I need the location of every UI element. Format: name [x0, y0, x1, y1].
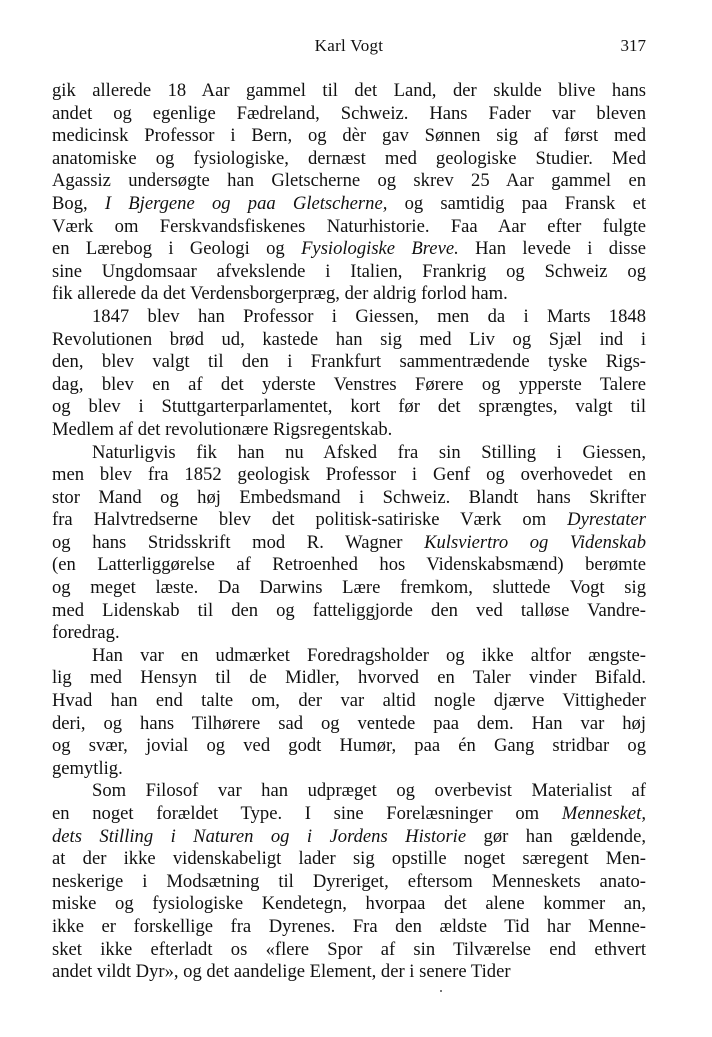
text-run: Bog,: [52, 192, 105, 214]
text-run: og hans Stridsskrift mod R. Wagner: [52, 531, 425, 553]
text-line: Agassiz undersøgte han Gletscherne og skrev 25 Aar gammel en: [52, 170, 646, 192]
paragraph: [52, 442, 646, 645]
text-line: den, blev valgt til den i Frankfurt sammentrædende tyske Rigs-: [52, 351, 646, 373]
running-title: Karl Vogt: [314, 36, 384, 55]
italic-title: Kulsviertro og Videnskab: [424, 531, 646, 553]
text-line: lig med Hensyn til de Midler, hvorved en Taler vinder Bifald.: [52, 667, 646, 689]
text-line: Han var en udmærket Foredragsholder og ikke altfor ængste-: [92, 644, 646, 666]
text-line: gik allerede 18 Aar gammel til det Land, der skulde blive hans: [52, 80, 646, 101]
text-line: Naturligvis fik han nu Afsked fra sin Stilling i Giessen,: [92, 441, 646, 463]
text-line: Medlem af det revolutionære Rigsregentskab.: [52, 418, 393, 440]
text-line: [52, 826, 646, 849]
italic-title: dets Stilling i Naturen og i Jordens Historie: [52, 825, 467, 847]
text-line: at der ikke videnskabeligt lader sig opstille noget særegent Men-: [52, 848, 646, 870]
text-line: neskerige i Modsætning til Dyreriget, eftersom Menneskets anato-: [52, 870, 646, 892]
text-line: dag, blev en af det yderste Venstres Førere og ypperste Talere: [52, 373, 646, 395]
page-header: [52, 36, 646, 66]
text-line: [52, 238, 646, 261]
text-line: gemytlig.: [52, 757, 123, 779]
text-line: og meget læste. Da Darwins Lære fremkom, sluttede Vogt sig: [52, 577, 646, 599]
paragraph: [52, 306, 646, 442]
book-page: [52, 36, 646, 984]
text-run: en Lærebog i Geologi og: [52, 238, 302, 260]
text-line: medicinsk Professor i Bern, og dèr gav Sønnen sig af først med: [52, 125, 646, 147]
text-line: [52, 803, 646, 826]
text-line: [52, 193, 646, 216]
text-line: sine Ungdomsaar afvekslende i Italien, Frankrig og Schweiz og: [52, 260, 646, 282]
text-run: fra Halvtredserne blev det politisk-satiriske Værk om: [52, 509, 568, 531]
italic-title: Mennesket,: [561, 803, 646, 824]
text-run: en noget forældet Type. I sine Forelæsninger om: [52, 803, 562, 824]
text-line: foredrag.: [52, 622, 120, 644]
text-line: Hvad han end talte om, der var altid nogle djærve Vittigheder: [52, 690, 646, 712]
paragraph: [52, 645, 646, 781]
text-line: og svær, jovial og ved godt Humør, paa én Gang stridbar og: [52, 735, 646, 757]
italic-title: Dyrestater: [567, 509, 646, 531]
text-line: ikke er forskellige fra Dyrenes. Fra den ældste Tid har Menne-: [52, 915, 646, 937]
italic-title: I Bjergene og paa Gletscherne,: [104, 192, 388, 214]
text-line: Som Filosof var han udpræget og overbevist Materialist af: [92, 780, 646, 802]
text-line: sket ikke efterladt os «flere Spor af sin Tilværelse end ethvert: [52, 938, 646, 960]
text-line: fik allerede da det Verdensborgerpræg, der aldrig forlod ham.: [52, 283, 508, 305]
speck-mark: [440, 990, 442, 992]
italic-title: Fysiologiske Breve.: [301, 238, 459, 260]
text-line: andet og egenlige Fædreland, Schweiz. Hans Fader var bleven: [52, 102, 646, 124]
text-line: anatomiske og fysiologiske, dernæst med geologiske Studier. Med: [52, 147, 646, 169]
text-run: Han levede i disse: [458, 238, 646, 260]
text-run: og samtidig paa Fransk et: [387, 192, 646, 214]
text-run: gør han gældende,: [466, 825, 646, 847]
text-line: stor Mand og høj Embedsmand i Schweiz. Blandt hans Skrifter: [52, 486, 646, 508]
text-line: men blev fra 1852 geologisk Professor i Genf og overhovedet en: [52, 464, 646, 486]
text-line: og blev i Stuttgarterparlamentet, kort før det sprængtes, valgt til: [52, 396, 646, 418]
text-line: deri, og hans Tilhørere sad og ventede paa dem. Han var høj: [52, 712, 646, 734]
text-line: miske og fysiologiske Kendetegn, hvorpaa det alene kommer an,: [52, 893, 646, 915]
text-line: [52, 509, 646, 532]
paragraph: [52, 780, 646, 983]
text-line: [52, 532, 646, 555]
text-line: 1847 blev han Professor i Giessen, men da i Marts 1848: [92, 305, 646, 327]
text-line: med Lidenskab til den og fatteliggjorde den ved talløse Vandre-: [52, 599, 646, 621]
paragraph: [52, 80, 646, 306]
page-number: 317: [620, 36, 646, 55]
text-line: Revolutionen brød ud, kastede han sig med Liv og Sjæl ind i: [52, 328, 646, 350]
text-line: andet vildt Dyr», og det aandelige Element, der i senere Tider: [52, 961, 511, 983]
text-line: Værk om Ferskvandsfiskenes Naturhistorie. Faa Aar efter fulgte: [52, 215, 646, 237]
body-text: [52, 80, 646, 984]
text-line: (en Latterliggørelse af Retroenhed hos Videnskabsmænd) berømte: [52, 554, 646, 576]
